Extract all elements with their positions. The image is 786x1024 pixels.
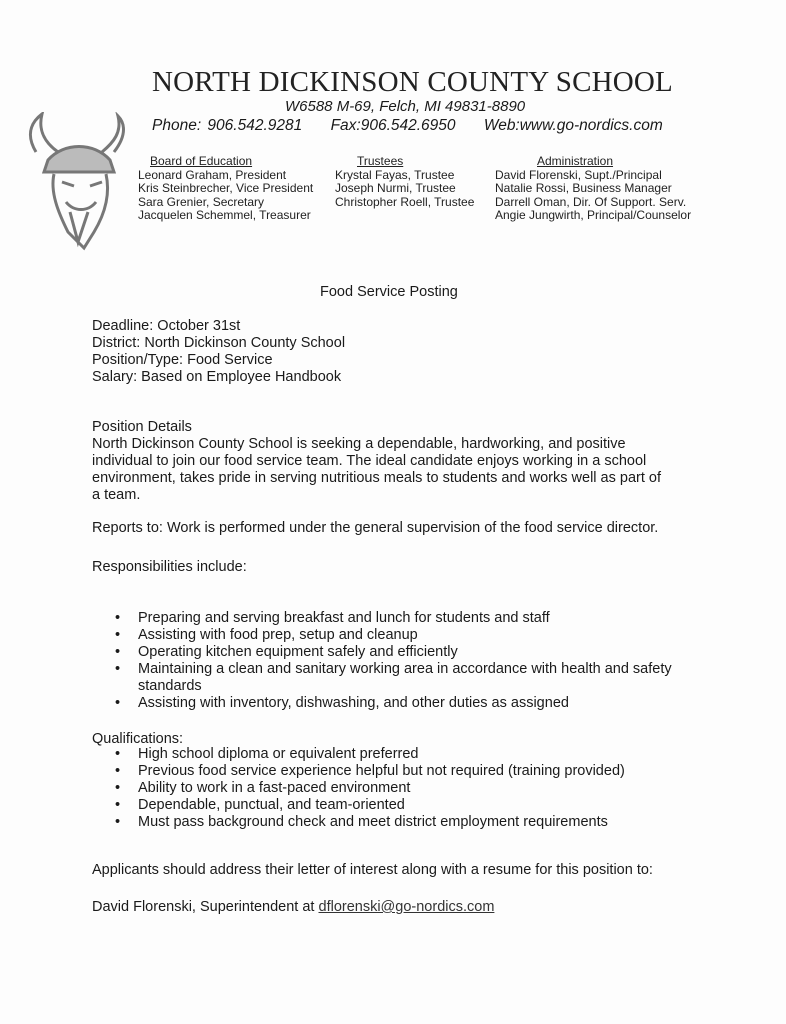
board-member: Kris Steinbrecher, Vice President (138, 181, 314, 195)
qualifications-list (92, 746, 625, 831)
item-text: Preparing and serving breakfast and lunch for students and staff (138, 610, 550, 626)
phone: Phone: 906.542.9281 (152, 117, 303, 134)
list-item (92, 644, 692, 661)
bullet-icon: • (115, 797, 121, 813)
bullet-icon: • (115, 695, 121, 711)
trustee: Christopher Roell, Trustee (335, 194, 475, 209)
district: District: North Dickinson County School (92, 335, 346, 351)
list-item (92, 814, 625, 831)
responsibilities-heading: Responsibilities include: (92, 559, 247, 575)
salary: Salary: Based on Employee Handbook (92, 369, 342, 385)
list-item (92, 661, 692, 695)
list-item (92, 746, 625, 763)
administration-heading: Administration (537, 154, 614, 168)
bullet-icon: • (115, 763, 121, 779)
bullet-icon: • (115, 610, 121, 626)
fax: Fax:906.542.6950 (330, 117, 456, 134)
item-text: High school diploma or equivalent preferred (138, 746, 419, 762)
web: Web:www.go-nordics.com (483, 117, 663, 134)
bullet-icon: • (115, 780, 121, 796)
trustees (335, 155, 474, 209)
position-details (92, 419, 672, 504)
application-instructions: Applicants should address their letter of interest along with a resume for this position to: (92, 862, 653, 878)
item-text: Assisting with food prep, setup and cleanup (138, 627, 418, 643)
bullet-icon: • (115, 644, 121, 660)
board-member: Jacquelen Schemmel, Treasurer (138, 208, 311, 222)
bullet-icon: • (115, 627, 121, 643)
administration (495, 155, 691, 223)
trustee: Krystal Fayas, Trustee (335, 167, 455, 182)
posting-title: Food Service Posting (320, 284, 458, 300)
bullet-icon: • (115, 814, 121, 830)
item-text: Assisting with inventory, dishwashing, and other duties as assigned (138, 695, 569, 711)
item-text: Must pass background check and meet district employment requirements (138, 814, 608, 830)
qualifications-heading: Qualifications: (92, 731, 184, 747)
administrator: Darrell Oman, Dir. Of Support. Serv. (495, 194, 687, 209)
list-item (92, 780, 625, 797)
board-member: Sara Grenier, Secretary (138, 194, 265, 209)
list-item (92, 627, 692, 644)
trustee: Joseph Nurmi, Trustee (335, 181, 456, 195)
list-item (92, 797, 625, 814)
school-name-heading: NORTH DICKINSON COUNTY SCHOOL (152, 66, 673, 98)
administrator: David Florenski, Supt./Principal (495, 167, 662, 182)
viking-logo-icon (14, 112, 144, 252)
reports-to: Reports to: Work is performed under the general supervision of the food service director. (92, 520, 659, 536)
posting-facts (92, 318, 345, 386)
responsibilities-list (92, 610, 692, 712)
contact-info (152, 117, 685, 135)
school-address: W6588 M-69, Felch, MI 49831-8890 (285, 98, 526, 115)
list-item (92, 610, 692, 627)
administrator: Angie Jungwirth, Principal/Counselor (495, 208, 692, 222)
item-text: Operating kitchen equipment safely and efficiently (138, 644, 458, 660)
item-text: Maintaining a clean and sanitary working area in accordance with health and safety standards (138, 661, 672, 694)
bullet-icon: • (115, 746, 121, 762)
position-type: Position/Type: Food Service (92, 352, 273, 368)
application-contact (92, 899, 494, 916)
board-member: Leonard Graham, President (138, 167, 287, 182)
list-item (92, 695, 692, 712)
item-text: Ability to work in a fast-paced environment (138, 780, 411, 796)
list-item (92, 763, 625, 780)
bullet-icon: • (115, 661, 121, 677)
board-of-education (138, 155, 313, 223)
item-text: Dependable, punctual, and team-oriented (138, 797, 405, 813)
deadline: Deadline: October 31st (92, 318, 241, 334)
administrator: Natalie Rossi, Business Manager (495, 181, 672, 195)
trustees-heading: Trustees (357, 154, 404, 168)
email-link[interactable]: dflorenski@go-nordics.com (318, 899, 495, 915)
board-heading: Board of Education (150, 154, 253, 168)
details-heading: Position Details (92, 419, 192, 435)
item-text: Previous food service experience helpful but not required (training provided) (138, 763, 625, 779)
details-text: North Dickinson County School is seeking a dependable, hardworking, and positive individual to join our food service team. The ideal candidate enjoys working in a school environment, takes pride in serving nutritious meals to students and works well as part of a team. (92, 436, 661, 503)
contact-prefix: David Florenski, Superintendent at (92, 899, 319, 915)
